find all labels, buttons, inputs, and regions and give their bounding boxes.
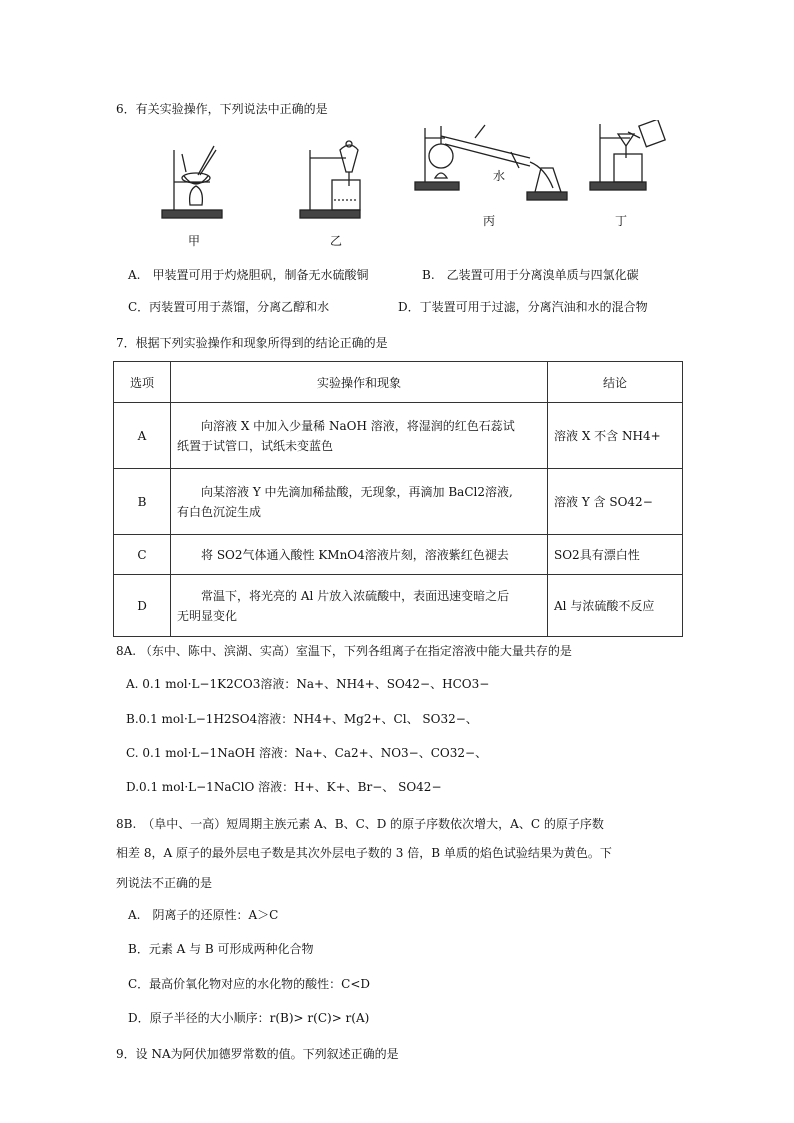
apparatus-jia-icon <box>162 146 222 218</box>
row-operation-line: 纸置于试管口，试纸未变蓝色 <box>177 438 334 453</box>
row-operation-line: 将 SO2气体通入酸性 KMnO4溶液片刻，溶液紫红色褪去 <box>201 547 509 562</box>
q8b-option-d: D．原子半径的大小顺序：r(B)> r(C)> r(A) <box>128 1011 370 1025</box>
row-option: D <box>114 575 171 637</box>
table-row <box>114 403 683 469</box>
row-operation <box>171 575 548 637</box>
row-operation-line: 常温下，将光亮的 Al 片放入浓硫酸中，表面迅速变暗之后 <box>201 588 510 603</box>
row-operation <box>171 535 548 575</box>
row-operation <box>171 403 548 469</box>
row-operation <box>171 469 548 535</box>
q8b-option-b: B．元素 A 与 B 可形成两种化合物 <box>128 942 314 956</box>
row-option: B <box>114 469 171 535</box>
row-conclusion: 溶液 X 不含 NH4+ <box>548 403 683 469</box>
header-operation: 实验操作和现象 <box>171 362 548 403</box>
row-conclusion: SO2具有漂白性 <box>548 535 683 575</box>
water-label: 水 <box>493 169 506 183</box>
table-row <box>114 535 683 575</box>
q6-apparatus-figure <box>160 120 680 250</box>
q6-option-b: B. 乙装置可用于分离溴单质与四氯化碳 <box>422 268 639 282</box>
q8a-option-a: A. 0.1 mol·L−1K2CO3溶液：Na+、NH4+、SO42−、HCO3− <box>126 677 490 691</box>
table-header-row <box>114 362 683 403</box>
q7-stem: 7．根据下列实验操作和现象所得到的结论正确的是 <box>116 336 388 350</box>
row-operation-line: 无明显变化 <box>177 608 238 623</box>
row-conclusion: Al 与浓硫酸不反应 <box>548 575 683 637</box>
apparatus-ding-icon <box>590 120 665 190</box>
apparatus-bing-icon <box>415 125 567 200</box>
table-row <box>114 469 683 535</box>
q8a-option-c: C. 0.1 mol·L−1NaOH 溶液：Na+、Ca2+、NO3−、CO32−、 <box>126 746 488 760</box>
q6-option-c: C．丙装置可用于蒸馏，分离乙醇和水 <box>128 300 330 314</box>
q8b-stem-line-3: 列说法不正确的是 <box>116 876 213 890</box>
label-jia: 甲 <box>188 234 201 248</box>
header-option: 选项 <box>114 362 171 403</box>
row-operation-line: 有白色沉淀生成 <box>177 504 262 519</box>
q8a-option-b: B.0.1 mol·L−1H2SO4溶液：NH4+、Mg2+、Cl、 SO32−、 <box>126 712 478 726</box>
q6-option-a: A. 甲装置可用于灼烧胆矾，制备无水硫酸铜 <box>128 268 369 282</box>
q8b-stem-line-1: 8B. （阜中、一高）短周期主族元素 A、B、C、D 的原子序数依次增大，A、C 的原子序数 <box>116 817 604 831</box>
table-row <box>114 575 683 637</box>
q8a-option-d: D.0.1 mol·L−1NaClO 溶液：H+、K+、Br−、 SO42− <box>126 780 442 794</box>
apparatus-yi-icon <box>300 141 360 218</box>
row-option: C <box>114 535 171 575</box>
q6-stem: 6．有关实验操作，下列说法中正确的是 <box>116 102 328 116</box>
q7-table <box>113 361 683 637</box>
label-bing: 丙 <box>483 214 496 228</box>
q8b-option-a: A. 阴离子的还原性：A＞C <box>128 908 279 922</box>
q6-option-d: D．丁装置可用于过滤，分离汽油和水的混合物 <box>398 300 648 314</box>
header-conclusion: 结论 <box>548 362 683 403</box>
q8a-stem: 8A. （东中、陈中、滨湖、实高）室温下，下列各组离子在指定溶液中能大量共存的是 <box>116 644 572 658</box>
label-yi: 乙 <box>330 234 343 248</box>
row-operation-line: 向溶液 X 中加入少量稀 NaOH 溶液，将湿润的红色石蕊试 <box>201 418 515 433</box>
row-option: A <box>114 403 171 469</box>
row-operation-line: 向某溶液 Y 中先滴加稀盐酸，无现象，再滴加 BaCl2溶液, <box>201 484 513 499</box>
label-ding: 丁 <box>615 214 628 228</box>
q8b-option-c: C．最高价氧化物对应的水化物的酸性：C<D <box>128 977 371 991</box>
row-conclusion: 溶液 Y 含 SO42− <box>548 469 683 535</box>
q9-stem: 9．设 NA为阿伏加德罗常数的值。下列叙述正确的是 <box>116 1047 399 1061</box>
q8b-stem-line-2: 相差 8，A 原子的最外层电子数是其次外层电子数的 3 倍，B 单质的焰色试验结果为黄色。下 <box>116 846 612 860</box>
